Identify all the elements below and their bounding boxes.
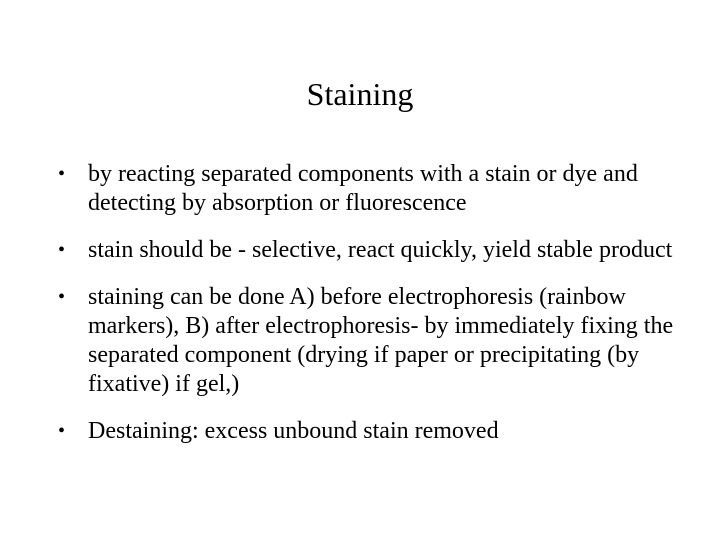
bullet-dot-icon: • [58,239,66,261]
bullet-dot-icon: • [58,163,66,185]
bullet-dot-icon: • [58,420,66,442]
bullet-text: by reacting separated components with a stain or dye and detecting by absorption or fluorescence [88,161,638,216]
list-item [58,283,698,399]
bullet-list [58,160,698,464]
bullet-text: Destaining: excess unbound stain removed [88,418,499,444]
bullet-text: stain should be - selective, react quickly, yield stable product [88,237,673,263]
bullet-dot-icon: • [58,286,66,308]
bullet-text: staining can be done A) before electrophoresis (rainbow markers), B) after electrophoresis- by immediately fixing the separated component (drying if paper or precipitating (by fixative) if gel,) [88,284,674,397]
list-item [58,417,698,446]
slide-title: Staining [306,76,414,112]
list-item [58,236,698,265]
list-item [58,160,698,218]
